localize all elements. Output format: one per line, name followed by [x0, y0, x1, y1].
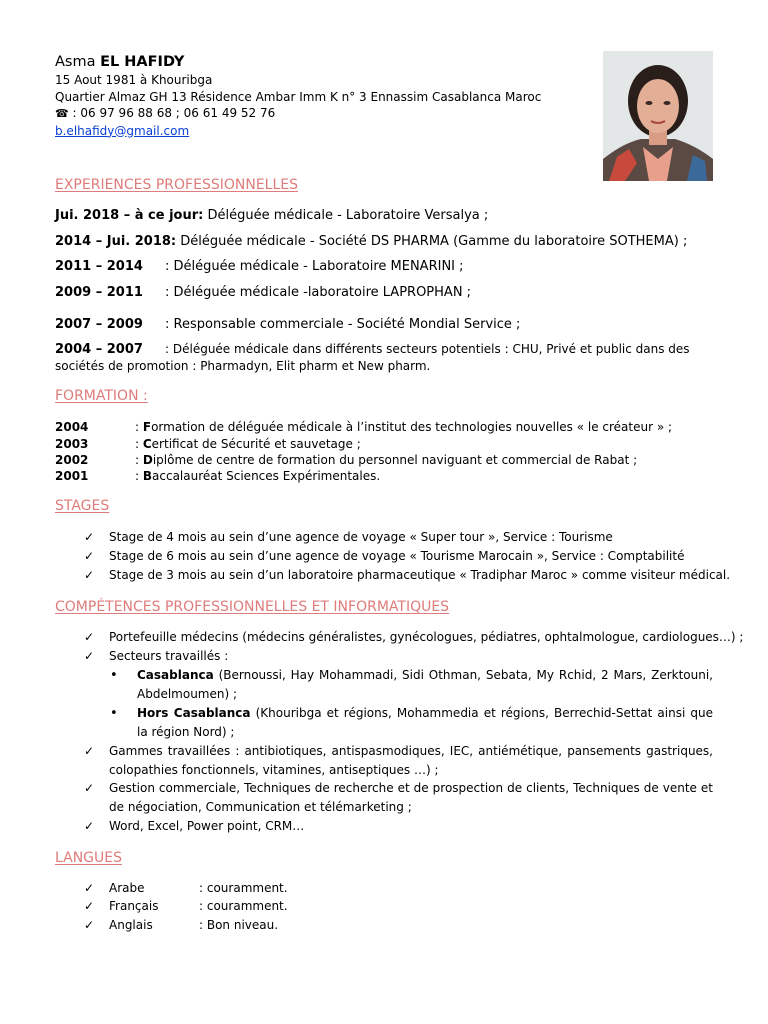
- language-name: Arabe: [109, 881, 145, 895]
- check-icon: ✓: [84, 918, 95, 932]
- check-icon: ✓: [84, 881, 95, 895]
- formation-item: 2001 : Baccalauréat Sciences Expérimentales.: [55, 469, 381, 483]
- language-row: [109, 879, 713, 898]
- stage-text: Stage de 4 mois au sein d’une agence de voyage « Super tour », Service : Tourisme: [109, 530, 613, 544]
- experience-item: [55, 341, 715, 375]
- formation-item: 2003 : Certificat de Sécurité et sauvetage ;: [55, 437, 361, 451]
- check-icon: ✓: [84, 630, 95, 644]
- competence-text: Gestion commerciale, Techniques de recherche et de prospection de clients, Techniques de vente et de négociation, Communication et télémarketing ;: [109, 781, 713, 814]
- check-icon: ✓: [84, 819, 95, 833]
- language-name: Français: [109, 899, 159, 913]
- stage-text: Stage de 3 mois au sein d’un laboratoire pharmaceutique « Tradiphar Maroc » comme visiteur médical.: [109, 568, 731, 582]
- phone-number: : 06 97 96 88 68 ; 06 61 49 52 76: [72, 106, 276, 120]
- experience-date: 2004 – 2007: [55, 342, 143, 357]
- formation-item: 2004 : Formation de déléguée médicale à l’institut des technologies nouvelles « le créateur » ;: [55, 420, 673, 434]
- phone-icon: ☎: [55, 107, 69, 120]
- competence-text: Gammes travaillées : antibiotiques, antispasmodiques, IEC, antiémétique, pansements gastriques, colopathies fonctionnels, vitamines, antiseptiques …) ;: [109, 744, 713, 777]
- experience-text: Déléguée médicale - Laboratoire Versalya ;: [203, 208, 489, 223]
- portrait-photo: [603, 51, 713, 181]
- experience-text: : Déléguée médicale -laboratoire LAPROPHAN ;: [165, 285, 472, 300]
- language-level: : Bon niveau.: [199, 918, 279, 932]
- experience-text: : Déléguée médicale dans différents secteurs potentiels : CHU, Privé et public dans des sociétés de promotion : Pharmadyn, Elit pharm et New pharm.: [55, 342, 690, 373]
- sub-item-text: Hors Casablanca (Khouribga et régions, Mohammedia et régions, Berrechid-Settat ainsi que la région Nord) ;: [137, 706, 713, 739]
- section-title-stages: STAGES: [55, 498, 110, 514]
- formation-year: 2003: [55, 437, 89, 451]
- check-icon: ✓: [84, 649, 95, 663]
- experience-item: [55, 285, 715, 300]
- experience-text: : Responsable commerciale - Société Mondial Service ;: [165, 317, 521, 332]
- email-link[interactable]: b.elhafidy@gmail.com: [55, 123, 190, 138]
- experience-text: Déléguée médicale - Société DS PHARMA (Gamme du laboratoire SOTHEMA) ;: [176, 234, 688, 249]
- formation-text: accalauréat Sciences Expérimentales.: [152, 469, 381, 483]
- bullet-icon: •: [110, 668, 118, 683]
- phone-line: [55, 105, 585, 123]
- birth-info: 15 Aout 1981 à Khouribga: [55, 73, 213, 87]
- experience-item: [55, 234, 715, 249]
- language-level: : couramment.: [199, 899, 288, 913]
- sub-item-text: Casablanca (Bernoussi, Hay Mohammadi, Sidi Othman, Sebata, My Rchid, 2 Mars, Zerktouni, Abdelmoumen) ;: [137, 668, 713, 701]
- formation-year: 2001: [55, 469, 89, 483]
- experience-date: 2007 – 2009: [55, 317, 143, 332]
- competence-text: Portefeuille médecins (médecins généralistes, gynécologues, pédiatres, ophtalmologue, cardiologues…) ;: [109, 630, 744, 644]
- formation-item: 2002 : Diplôme de centre de formation du personnel naviguant et commercial de Rabat ;: [55, 453, 638, 467]
- last-name: EL HAFIDY: [100, 54, 185, 70]
- section-title-experiences: EXPERIENCES PROFESSIONNELLES: [55, 177, 298, 193]
- section-title-formation: FORMATION :: [55, 388, 148, 404]
- contact-block: [55, 52, 585, 139]
- full-name: [55, 52, 585, 72]
- formation-text: iplôme de centre de formation du personnel naviguant et commercial de Rabat ;: [152, 453, 638, 467]
- bullet-icon: •: [110, 706, 118, 721]
- section-title-langues: LANGUES: [55, 850, 122, 866]
- experience-item: [55, 317, 715, 332]
- language-name: Anglais: [109, 918, 153, 932]
- competence-text: Word, Excel, Power point, CRM…: [109, 819, 305, 833]
- formation-year: 2002: [55, 453, 89, 467]
- check-icon: ✓: [84, 744, 95, 758]
- section-title-competences: COMPÉTENCES PROFESSIONNELLES ET INFORMATIQUES: [55, 599, 450, 615]
- language-row: [109, 916, 713, 935]
- check-icon: ✓: [84, 568, 95, 582]
- experience-date: 2009 – 2011: [55, 285, 143, 300]
- formation-year: 2004: [55, 420, 89, 434]
- competence-text: Secteurs travaillés :: [109, 649, 229, 663]
- experience-date: 2014 – Jui. 2018:: [55, 234, 177, 249]
- experience-text: : Déléguée médicale - Laboratoire MENARINI ;: [165, 259, 464, 274]
- experience-item: [55, 208, 715, 223]
- check-icon: ✓: [84, 899, 95, 913]
- address: Quartier Almaz GH 13 Résidence Ambar Imm K n° 3 Ennassim Casablanca Maroc: [55, 89, 542, 104]
- experience-date: 2011 – 2014: [55, 259, 143, 274]
- first-name: Asma: [55, 54, 96, 70]
- check-icon: ✓: [84, 549, 95, 563]
- formation-text: ormation de déléguée médicale à l’institut des technologies nouvelles « le créateur » ;: [151, 420, 673, 434]
- stage-text: Stage de 6 mois au sein d’une agence de voyage « Tourisme Marocain », Service : Comptabilité: [109, 549, 685, 563]
- language-level: : couramment.: [199, 881, 288, 895]
- check-icon: ✓: [84, 781, 95, 795]
- formation-text: ertificat de Sécurité et sauvetage ;: [151, 437, 361, 451]
- portrait-photo-icon: [603, 51, 713, 181]
- check-icon: ✓: [84, 530, 95, 544]
- language-row: [109, 897, 713, 916]
- experience-item: [55, 259, 715, 274]
- experience-date: Jui. 2018 – à ce jour:: [55, 208, 204, 223]
